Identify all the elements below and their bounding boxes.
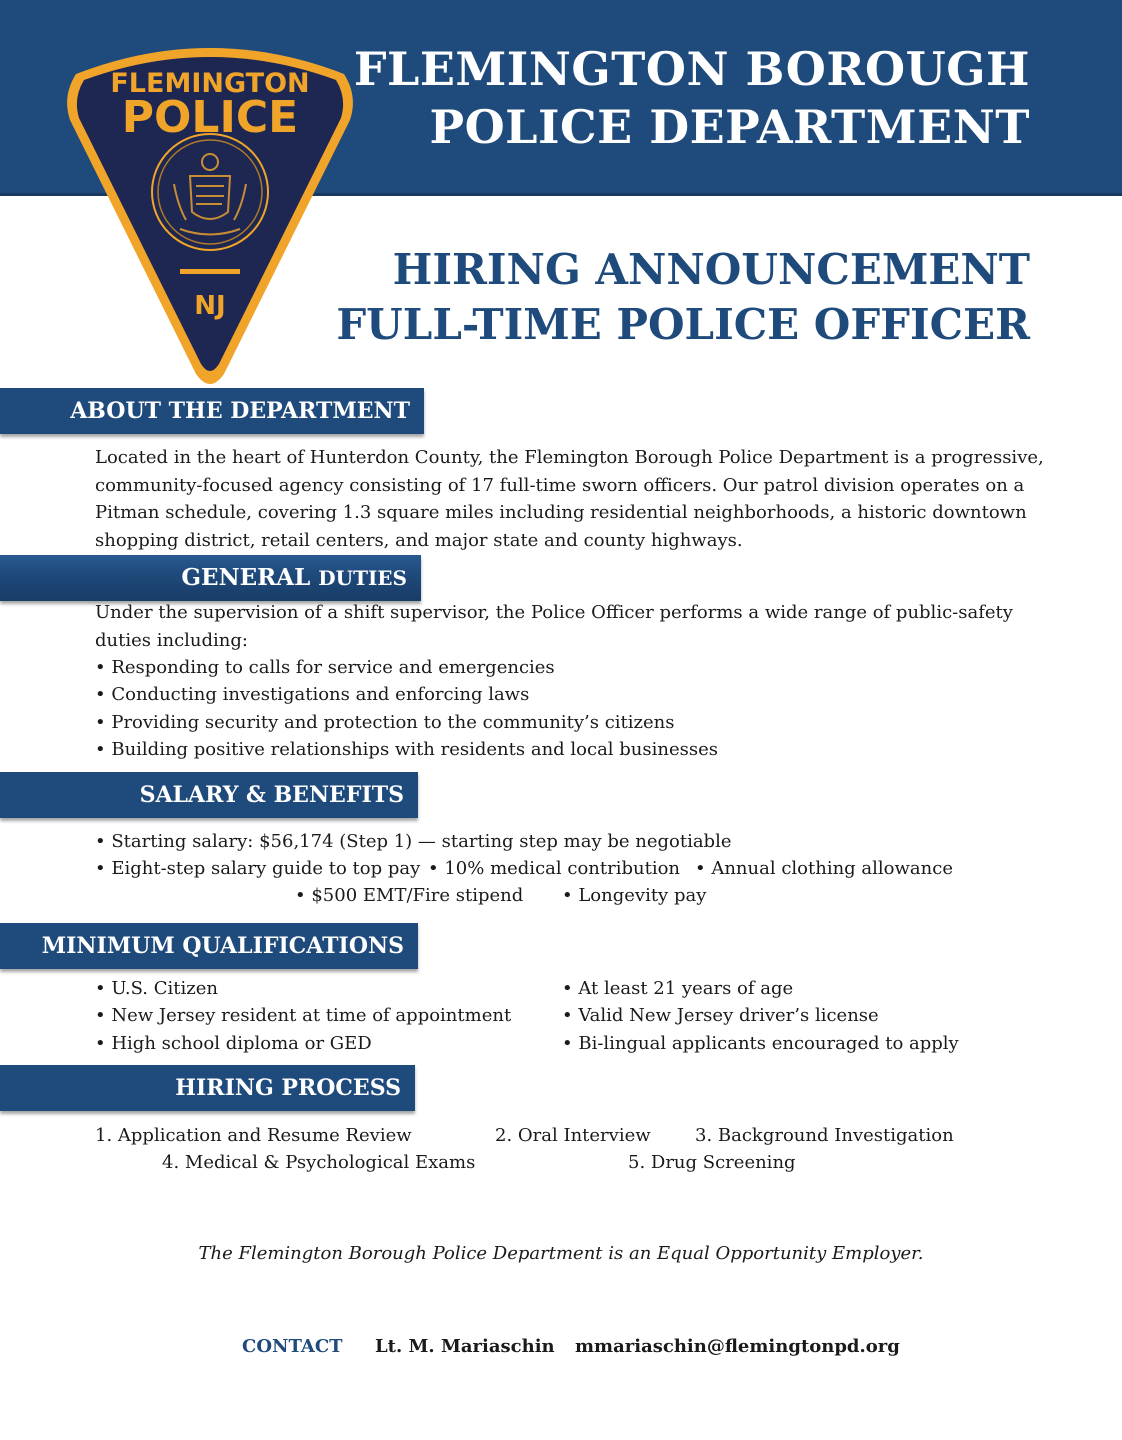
list-item: • Building positive relationships with residents and local businesses — [95, 738, 719, 760]
duties-intro: Under the supervision of a shift supervisor, the Police Officer performs a wide range of public-safety duties including: — [95, 602, 1013, 651]
process-step-3: 3. Background Investigation — [695, 1125, 954, 1146]
qualifications-heading: MINIMUM QUALIFICATIONS — [0, 923, 418, 969]
qualification-right-2: • Valid New Jersey driver’s license — [562, 1005, 879, 1026]
hiring-title — [336, 242, 1030, 352]
qualification-left-1: • U.S. Citizen — [95, 978, 218, 999]
duties-heading-part1: GENERAL — [181, 564, 319, 591]
qualification-right-1: • At least 21 years of age — [562, 978, 794, 999]
process-step-4: 4. Medical & Psychological Exams — [162, 1152, 476, 1173]
hiring-title-line1: HIRING ANNOUNCEMENT — [392, 245, 1030, 294]
contact-name: Lt. M. Mariaschin — [375, 1336, 555, 1357]
process-step-2: 2. Oral Interview — [495, 1125, 651, 1146]
duties-heading-part2: DUTIES — [318, 566, 407, 590]
salary-medical: • 10% medical contribution — [428, 858, 680, 879]
list-item: • Providing security and protection to the community’s citizens — [95, 711, 675, 733]
badge-top-text: FLEMINGTON — [110, 68, 310, 99]
qualification-right-3: • Bi-lingual applicants encouraged to apply — [562, 1033, 959, 1054]
salary-heading: SALARY & BENEFITS — [0, 772, 418, 818]
salary-guide: • Eight-step salary guide to top pay — [95, 858, 421, 879]
process-step-1: 1. Application and Resume Review — [95, 1125, 412, 1146]
qualification-left-2: • New Jersey resident at time of appointment — [95, 1005, 512, 1026]
process-step-5: 5. Drug Screening — [628, 1152, 796, 1173]
police-badge-logo — [62, 34, 358, 386]
list-item: • Responding to calls for service and emergencies — [95, 657, 555, 678]
duties-heading — [0, 555, 421, 601]
badge-main-text: POLICE — [121, 92, 299, 143]
duties-list — [95, 654, 718, 763]
department-title-line2: POLICE DEPARTMENT — [429, 100, 1030, 154]
list-item: • Conducting investigations and enforcing laws — [95, 684, 530, 706]
salary-longevity: • Longevity pay — [562, 885, 707, 906]
contact-email-link[interactable]: mmariaschin@flemingtonpd.org — [575, 1336, 900, 1357]
about-paragraph: Located in the heart of Hunterdon County, the Flemington Borough Police Department is a progressive, community-focused agency consisting of 17 full-time sworn officers. Our patrol division operates on a Pitman schedule, covering 1.3 square miles including residential neighborhoods, a historic downtown shopping district, retail centers, and major state and county highways. — [95, 447, 1044, 551]
department-title-line1: FLEMINGTON BOROUGH — [353, 42, 1030, 96]
salary-starting: • Starting salary: $56,174 (Step 1) — starting step may be negotiable — [95, 831, 732, 852]
qualification-left-3: • High school diploma or GED — [95, 1033, 372, 1054]
salary-clothing: • Annual clothing allowance — [695, 858, 953, 879]
contact-label: CONTACT — [242, 1336, 343, 1357]
process-heading: HIRING PROCESS — [0, 1065, 415, 1111]
equal-opportunity-statement: The Flemington Borough Police Department is an Equal Opportunity Employer. — [198, 1243, 924, 1264]
department-title — [354, 40, 1030, 156]
badge-state-text: NJ — [194, 291, 226, 321]
salary-stipend: • $500 EMT/Fire stipend — [295, 885, 524, 906]
hiring-title-line2: FULL-TIME POLICE OFFICER — [336, 300, 1030, 349]
about-heading: ABOUT THE DEPARTMENT — [0, 388, 424, 434]
